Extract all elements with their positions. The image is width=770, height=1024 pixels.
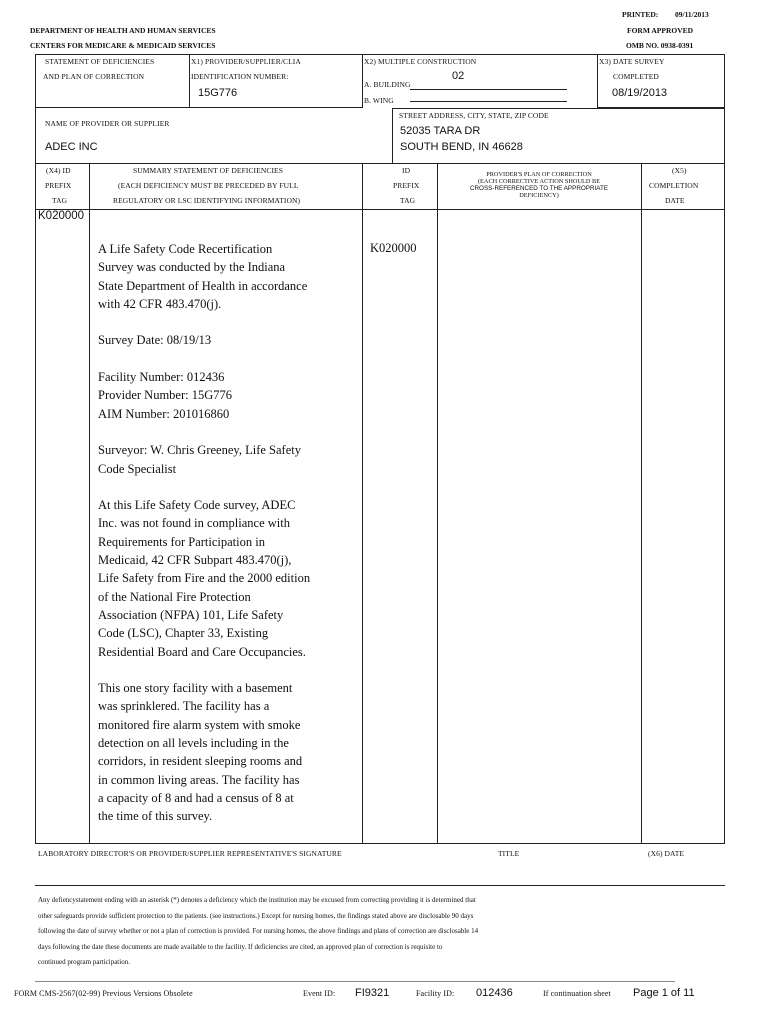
event-id-label: Event ID:	[303, 989, 336, 998]
id-header-1: ID	[402, 166, 411, 175]
statement-label-1: STATEMENT OF DEFICIENCIES	[45, 57, 155, 66]
x4-header-2: PREFIX	[45, 181, 72, 190]
disclaimer-footnote: Any defiencystatement ending with an asterisk (*) denotes a deficiency which the institution may be excused from correcting providing it is determined that other safeguards provide sufficient protection to the patients. (see instructions.) Except for nursing homes, the findings stated above are disclosable 90 days following the date of survey whether or not a plan of correction is provided. For nursing homes, the above findings and plans of correction are disclosable 14 days following the date these documents are made available to the facility. If deficiencies are cited, an approved plan of correction is requisite to continued program participation.	[38, 896, 479, 966]
form-number: FORM CMS-2567(02-99) Previous Versions Obsolete	[14, 989, 193, 998]
x4-header-3: TAG	[52, 196, 68, 205]
date-survey-label-2: COMPLETED	[613, 72, 659, 81]
building-label: A. BUILDING	[364, 80, 411, 89]
id-header-2: PREFIX	[393, 181, 420, 190]
provider-name-value: ADEC INC	[45, 141, 98, 153]
address-line-2: SOUTH BEND, IN 46628	[400, 141, 523, 153]
provider-id-value: 15G776	[198, 87, 238, 99]
id-header-3: TAG	[400, 196, 416, 205]
prefix-tag-left: K020000	[38, 210, 85, 222]
x4-header-1: (X4) ID	[46, 166, 71, 175]
date-survey-value: 08/19/2013	[612, 87, 668, 99]
printed-date: 09/11/2013	[675, 10, 709, 19]
title-label: TITLE	[498, 849, 520, 858]
paragraph-compliance: At this Life Safety Code survey, ADEC Inc. was not found in compliance with Requirements for Participation in Medicaid, 42 CFR Subpart 483.470(j), Life Safety from Fire and the 2000 edition of the National Fire Protection Association (NFPA) 101, Life Safety Code (LSC), Chapter 33, Existing Residential Board and Care Occupancies.	[98, 498, 311, 659]
provider-id-label-2: IDENTIFICATION NUMBER:	[191, 72, 289, 81]
continuation-label: If continuation sheet	[543, 989, 611, 998]
centers-title: CENTERS FOR MEDICARE & MEDICAID SERVICES	[30, 41, 216, 50]
page-number: Page 1 of 11	[633, 987, 695, 999]
building-value: 02	[452, 70, 465, 82]
event-id-value: FI9321	[355, 987, 390, 999]
paragraph-surveyor: Surveyor: W. Chris Greeney, Life Safety Code Specialist	[98, 443, 301, 476]
multiple-construction-label: X2) MULTIPLE CONSTRUCTION	[364, 57, 477, 66]
paragraph-facility: This one story facility with a basement was sprinklered. The facility has a monitored fire alarm system with smoke detection on all levels including in the corridors, in resident sleeping rooms and in common living areas. The facility has a capacity of 8 and had a census of 8 at the time of this survey.	[98, 681, 303, 824]
facility-id-label: Facility ID:	[416, 989, 455, 998]
printed-label: PRINTED:	[622, 10, 659, 19]
summary-header-2: (EACH DEFICIENCY MUST BE PRECEDED BY FULL	[118, 181, 299, 190]
x5-header-2: COMPLETION	[649, 181, 699, 190]
paragraph-intro: A Life Safety Code Recertification Survey was conducted by the Indiana State Department of Health in accordance with 42 CFR 483.470(j).	[98, 242, 308, 311]
department-title: DEPARTMENT OF HEALTH AND HUMAN SERVICES	[30, 26, 216, 35]
x5-header-1: (X5)	[672, 166, 687, 175]
signature-label: LABORATORY DIRECTOR'S OR PROVIDER/SUPPLIER REPRESENTATIVE'S SIGNATURE	[38, 849, 342, 858]
statement-label-2: AND PLAN OF CORRECTION	[43, 72, 145, 81]
date-label: (X6) DATE	[648, 849, 685, 858]
summary-header-3: REGULATORY OR LSC IDENTIFYING INFORMATION)	[113, 196, 301, 205]
form-approved: FORM APPROVED	[627, 26, 694, 35]
facility-id-value: 012436	[476, 987, 513, 999]
summary-header-1: SUMMARY STATEMENT OF DEFICIENCIES	[133, 166, 284, 175]
provider-name-label: NAME OF PROVIDER OR SUPPLIER	[45, 119, 170, 128]
address-line-1: 52035 TARA DR	[400, 125, 481, 137]
deficiency-summary	[98, 240, 358, 826]
omb-number: OMB NO. 0938-0391	[626, 41, 694, 50]
wing-label: B. WING	[364, 96, 394, 105]
provider-id-label-1: X1) PROVIDER/SUPPLIER/CLIA	[191, 57, 301, 66]
date-survey-label-1: X3) DATE SURVEY	[599, 57, 665, 66]
plan-header: PROVIDER'S PLAN OF CORRECTION (EACH CORRECTIVE ACTION SHOULD BE CROSS-REFERENCED TO THE APPROPRIATE DEFICIENCY)	[469, 171, 609, 199]
paragraph-numbers: Facility Number: 012436 Provider Number: 15G776 AIM Number: 201016860	[98, 370, 233, 421]
paragraph-survey-date: Survey Date: 08/19/13	[98, 333, 212, 348]
prefix-tag-right: K020000	[370, 241, 417, 255]
x5-header-3: DATE	[665, 196, 685, 205]
address-label: STREET ADDRESS, CITY, STATE, ZIP CODE	[399, 111, 549, 120]
